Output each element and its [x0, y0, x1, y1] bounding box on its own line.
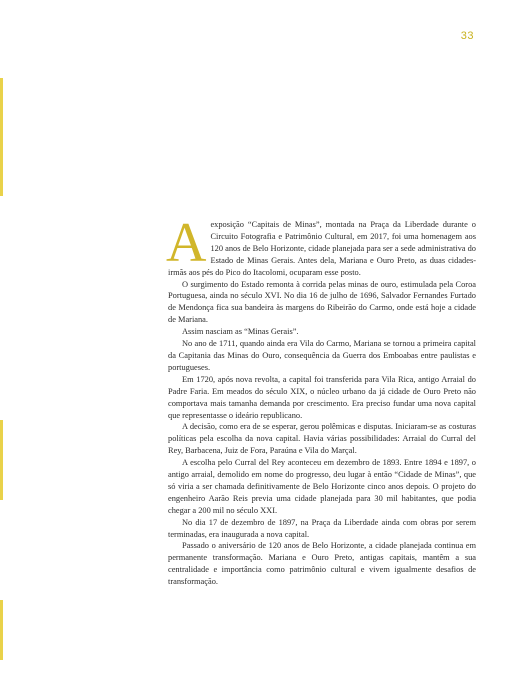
- paragraph: No ano de 1711, quando ainda era Vila do Carmo, Mariana se tornou a primeira capital da Capitania das Minas do Ouro, consequência da Guerra dos Emboabas entre paulistas e portugueses.: [168, 339, 476, 372]
- page-edge-marker: [0, 600, 3, 660]
- paragraph: Assim nasciam as “Minas Gerais”.: [182, 327, 299, 337]
- paragraph: Em 1720, após nova revolta, a capital foi transferida para Vila Rica, antigo Arraial do Padre Faria. Em meados do século XIX, o núcleo urbano da já cidade de Ouro Preto não comportava mais tamanha demanda por crescimento. Era preciso fundar uma nova capital que representasse o ideário republicano.: [168, 374, 476, 420]
- lead-paragraph: [166, 212, 476, 279]
- paragraph: Passado o aniversário de 120 anos de Belo Horizonte, a cidade planejada continua em permanente transformação. Mariana e Ouro Preto, antigas capitais, mantêm a sua centralidade e importância como patrimônio cultural e vivem igualmente desafios de transformação.: [168, 541, 476, 587]
- drop-cap: A: [166, 212, 207, 274]
- page-edge-marker: [0, 420, 3, 500]
- page-number: 33: [460, 30, 474, 42]
- article-body: [166, 212, 476, 588]
- paragraph: A decisão, como era de se esperar, gerou polêmicas e disputas. Iniciaram-se as costuras políticas pela escolha da nova capital. Havia várias possibilidades: Arraial do Curral del Rey, Barbacena, Juiz de Fora, Paraúna e Vila do Marçal.: [168, 422, 476, 456]
- paragraph: No dia 17 de dezembro de 1897, na Praça da Liberdade ainda com obras por serem terminadas, era inaugurada a nova capital.: [168, 517, 476, 539]
- paragraph: A escolha pelo Curral del Rey aconteceu em dezembro de 1893. Entre 1894 e 1897, o antigo arraial, demolido em nome do progresso, deu lugar à então “Cidade de Minas”, que só viria a ser chamada definitivamente de Belo Horizonte cinco anos depois. O projeto do engenheiro Aarão Reis previa uma cidade planejada para 30 mil habitantes, que podia chegar a 200 mil no século XXI.: [168, 458, 476, 515]
- paragraph: O surgimento do Estado remonta à corrida pelas minas de ouro, estimulada pela Coroa Portuguesa, ainda no século XVI. No dia 16 de julho de 1696, Salvador Fernandes Furtado de Mendonça fica sua bandeira às margens do Ribeirão do Carmo, onde está hoje a cidade de Mariana.: [168, 279, 476, 325]
- lead-text: exposição “Capitais de Minas”, montada na Praça da Liberdade durante o Circuito Fotografia e Patrimônio Cultural, em 2017, foi uma homenagem aos 120 anos de Belo Horizonte, cidade planejada para ser a sede administrativa do Estado de Minas Gerais. Antes dela, Mariana e Ouro Preto, as duas cidades-irmãs aos pés do Pico do Itacolomi, ocuparam esse posto.: [168, 220, 476, 277]
- page-edge-marker: [0, 78, 3, 196]
